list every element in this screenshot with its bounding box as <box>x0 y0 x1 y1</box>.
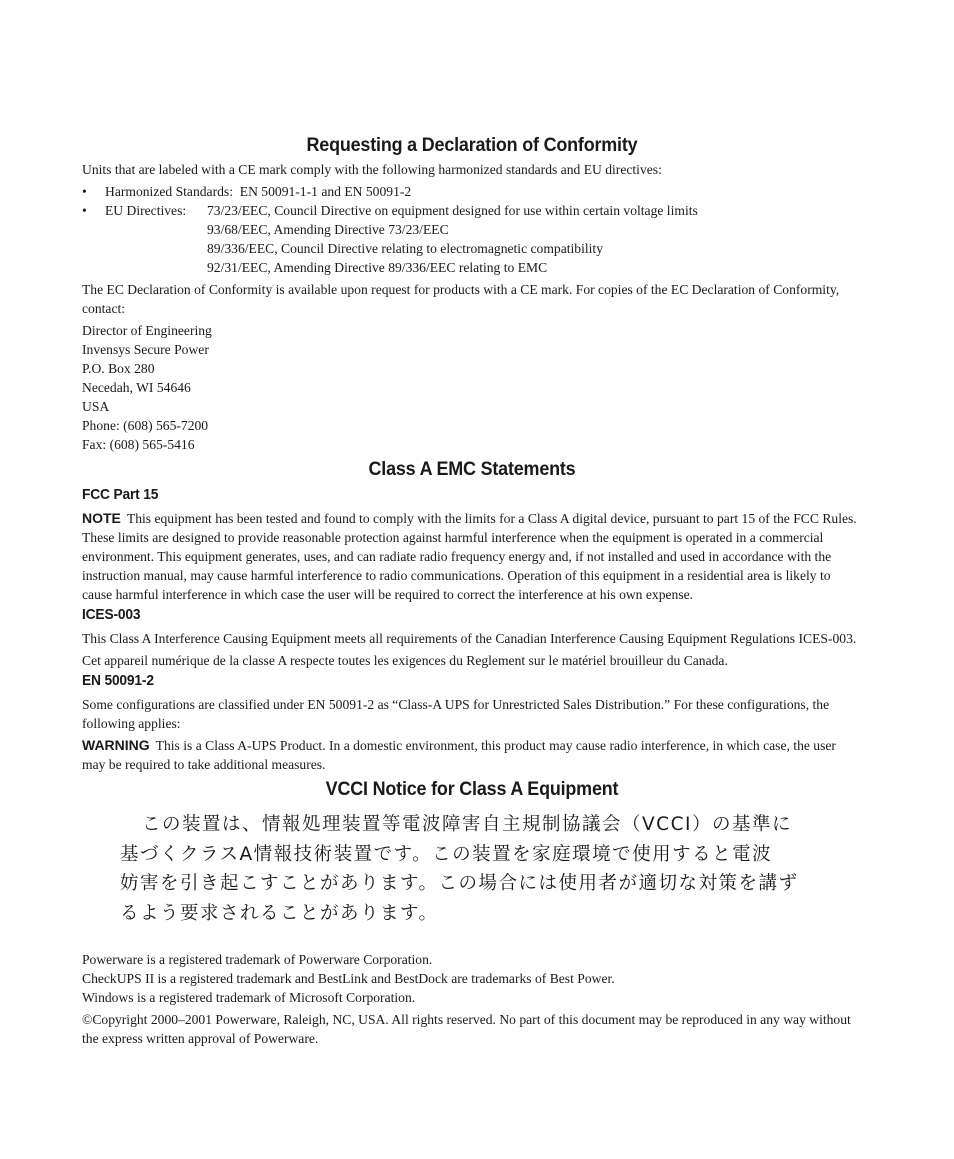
vcci-line: 基づくクラスA情報技術装置です。この装置を家庭環境で使用すると電波 <box>120 843 773 865</box>
trademark-line: Windows is a registered trademark of Microsoft Corporation. <box>82 990 416 1005</box>
warning-text: This is a Class A-UPS Product. In a domestic environment, this product may cause radio interference, in which case, the user may be required to take additional measures. <box>82 738 836 772</box>
list-item <box>82 201 862 277</box>
directives-list <box>207 201 698 277</box>
vcci-line: この装置は、情報処理装置等電波障害自主規制協議会（VCCI）の基準に <box>142 814 792 835</box>
emc-title: Class A EMC Statements <box>368 458 576 480</box>
trademarks <box>82 950 862 1007</box>
directive-item: 73/23/EEC, Council Directive on equipment designed for use within certain voltage limits <box>207 203 698 218</box>
trademark-line: Powerware is a registered trademark of Powerware Corporation. <box>82 952 433 967</box>
declaration-intro: Units that are labeled with a CE mark comply with the following harmonized standards and EU directives: <box>82 162 662 177</box>
declaration-title: Requesting a Declaration of Conformity <box>306 134 638 156</box>
contact-address <box>82 321 862 454</box>
vcci-line: 妨害を引き起こすことがあります。この場合には使用者が適切な対策を講ず <box>120 873 799 894</box>
fcc-heading: FCC Part 15 <box>82 486 159 503</box>
en-heading: EN 50091-2 <box>82 672 154 689</box>
warning-label: WARNING <box>82 737 150 753</box>
warning-paragraph <box>82 736 862 774</box>
standards-label: Harmonized Standards: <box>105 184 233 199</box>
contact-line: Necedah, WI 54646 <box>82 380 191 395</box>
directive-item: 93/68/EEC, Amending Directive 73/23/EEC <box>207 222 449 237</box>
directives-label: • EU Directives: <box>105 203 187 218</box>
vcci-line: るよう要求されることがあります。 <box>120 902 439 924</box>
directive-item: 92/31/EEC, Amending Directive 89/336/EEC relating to EMC <box>207 260 548 275</box>
standards-value: EN 50091-1-1 and EN 50091-2 <box>239 184 412 199</box>
note-label: NOTE <box>82 510 121 526</box>
contact-line: P.O. Box 280 <box>82 361 155 376</box>
contact-phone: Phone: (608) 565-7200 <box>82 418 209 433</box>
contact-fax: Fax: (608) 565-5416 <box>82 437 195 452</box>
list-item <box>82 182 862 201</box>
vcci-title: VCCI Notice for Class A Equipment <box>325 778 619 800</box>
fcc-note <box>82 509 862 604</box>
ices-heading: ICES-003 <box>82 606 141 623</box>
contact-line: USA <box>82 399 110 414</box>
standards-list <box>82 182 862 277</box>
contact-line: Invensys Secure Power <box>82 342 209 357</box>
trademark-line: CheckUPS II is a registered trademark and BestLink and BestDock are trademarks of Best Power. <box>82 971 615 986</box>
fcc-note-text: This equipment has been tested and found to comply with the limits for a Class A digital device, pursuant to part 15 of the FCC Rules. These limits are designed to provide reasonable protection against harmful interference when the equipment is operated in a commercial environment. This equipment generates, uses, and can radiate radio frequency energy and, if not installed and used in accordance with the instruction manual, may cause harmful interference to radio communications. Operation of this equipment in a residential area is likely to cause harmful interference in which case the user will be required to correct the interference at his own expense. <box>82 511 857 602</box>
ices-english: This Class A Interference Causing Equipment meets all requirements of the Canadian Interference Causing Equipment Regulations ICES-003. <box>82 631 857 646</box>
en-text: Some configurations are classified under EN 50091-2 as “Class-A UPS for Unrestricted Sales Distribution.” For these configurations, the following applies: <box>82 697 830 731</box>
directive-item: 89/336/EEC, Council Directive relating to electromagnetic compatibility <box>207 241 603 256</box>
ec-declaration-paragraph: The EC Declaration of Conformity is available upon request for products with a CE mark. For copies of the EC Declaration of Conformity, contact: <box>82 282 840 316</box>
contact-line: Director of Engineering <box>82 323 212 338</box>
ices-french: Cet appareil numérique de la classe A respecte toutes les exigences du Reglement sur le matériel brouilleur du Canada. <box>82 653 728 668</box>
copyright-notice: ©Copyright 2000–2001 Powerware, Raleigh, NC, USA. All rights reserved. No part of this document may be reproduced in any way without the express written approval of Powerware. <box>82 1012 851 1046</box>
vcci-japanese-notice <box>120 810 862 928</box>
page-content <box>82 130 862 1048</box>
